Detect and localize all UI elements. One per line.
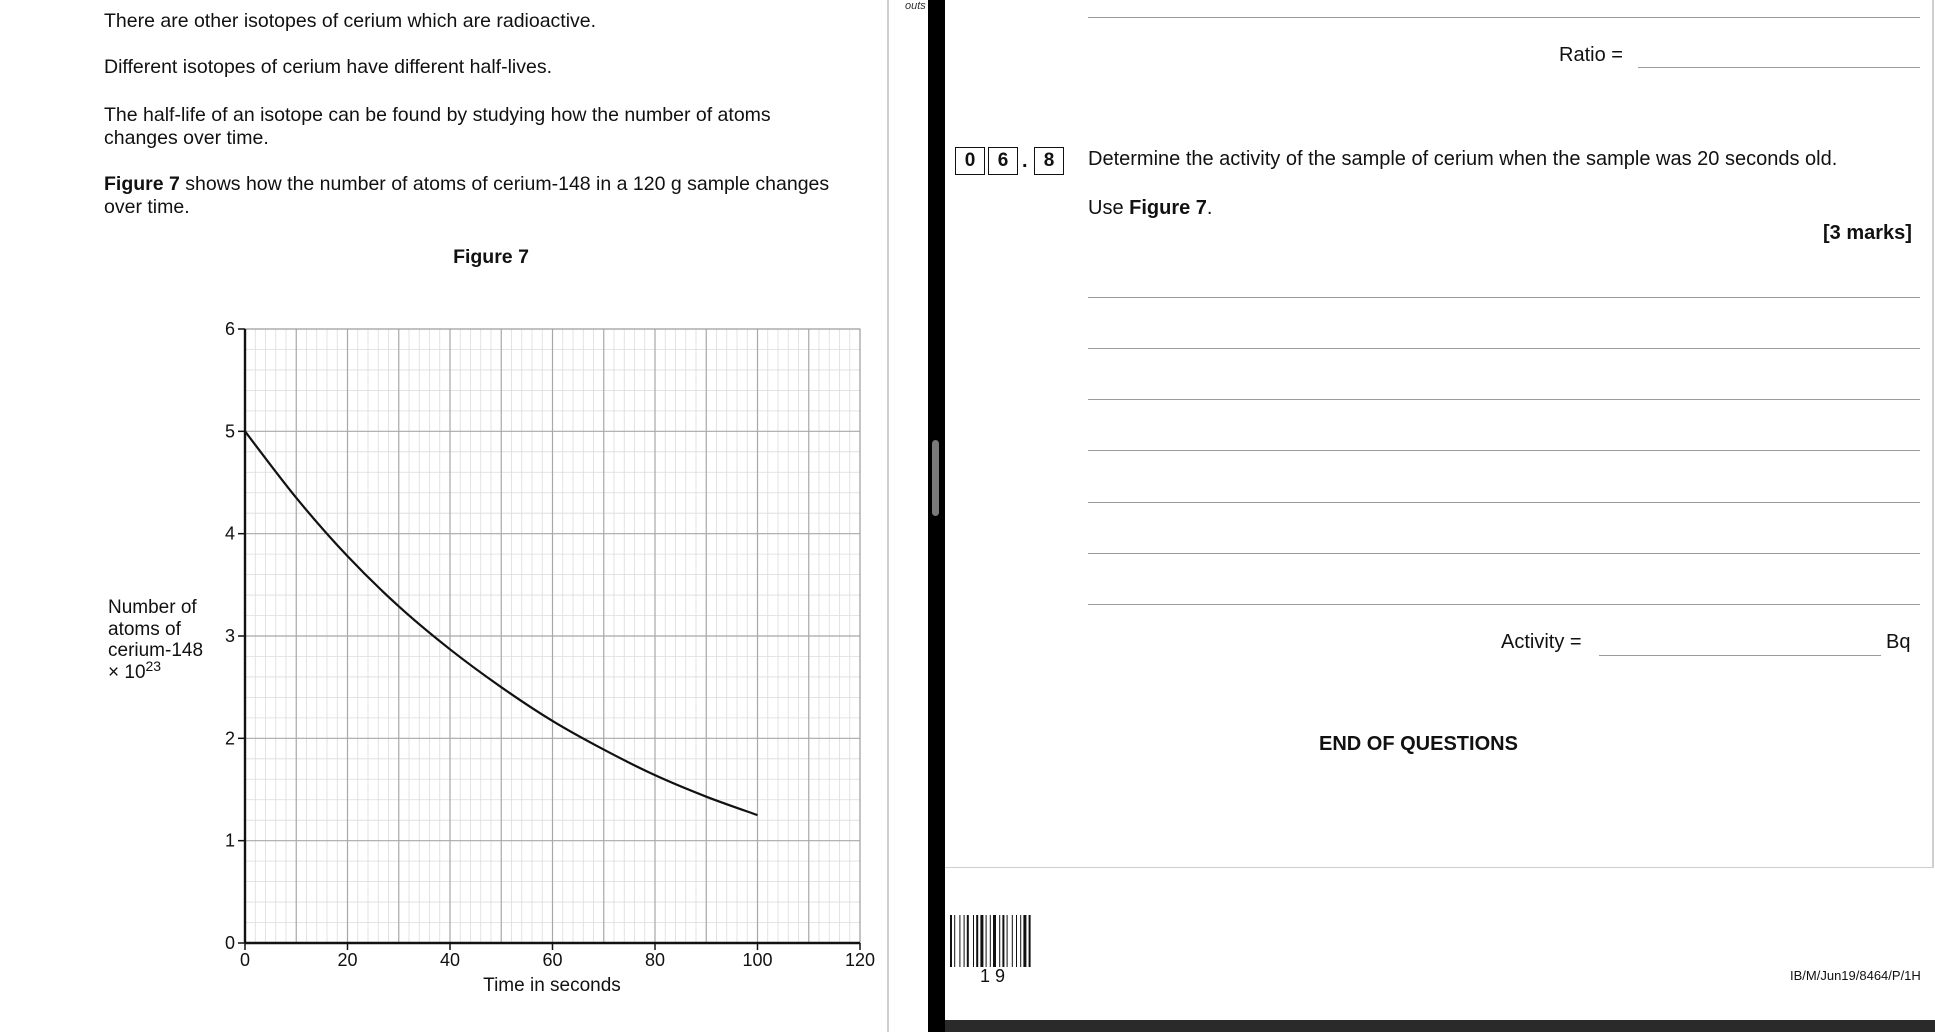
barcode-bar — [980, 915, 983, 967]
use-figure-bold: Figure 7 — [1129, 197, 1207, 219]
x-tick-label: 0 — [239, 950, 251, 970]
barcode-bar — [950, 915, 952, 967]
barcode-bar — [986, 915, 987, 967]
figure-title: Figure 7 — [453, 246, 529, 268]
question-number-dot: . — [1022, 150, 1028, 172]
figure-7-chart — [0, 0, 888, 1032]
page-number: 1 9 — [980, 966, 1006, 986]
x-tick-label: 20 — [337, 950, 358, 970]
y-axis-label-line2: atoms of — [108, 619, 181, 640]
barcode-bar — [1020, 915, 1021, 967]
x-tick-label: 60 — [542, 950, 563, 970]
answer-line[interactable] — [1088, 502, 1920, 503]
answer-line[interactable] — [1088, 348, 1920, 349]
x-tick-label: 120 — [844, 950, 876, 970]
answer-line[interactable] — [1088, 450, 1920, 451]
viewer-bottom-bar — [945, 1020, 1935, 1032]
barcode-bar — [1012, 915, 1013, 967]
viewer-gutter — [928, 0, 945, 1032]
y-axis-unit-base: × 10 — [108, 662, 146, 683]
ratio-label: Ratio = — [1559, 44, 1623, 66]
barcode-bar — [1016, 915, 1017, 967]
chart-ticks — [238, 329, 860, 950]
margin-note: outs — [905, 0, 926, 12]
page-divider — [887, 0, 889, 1032]
activity-label: Activity = — [1501, 631, 1582, 653]
y-axis-label — [108, 597, 203, 683]
barcode-bar — [964, 915, 965, 967]
y-tick-label: 2 — [224, 728, 235, 749]
barcode-bar — [990, 915, 991, 967]
answer-line[interactable] — [1088, 604, 1920, 605]
use-figure-instruction — [1088, 197, 1212, 220]
barcode-bar — [954, 915, 955, 967]
y-tick-label: 3 — [224, 626, 235, 646]
y-axis-label-unit — [108, 658, 161, 683]
page-border-right — [1932, 0, 1934, 868]
paragraph-half-life-method-line1: The half-life of an isotope can be found by studying how the number of atoms — [104, 104, 771, 126]
x-tick-label: 100 — [742, 950, 773, 970]
barcode-bar — [973, 915, 974, 967]
x-tick-label: 80 — [644, 950, 666, 970]
use-prefix: Use — [1088, 197, 1130, 219]
paragraph-figure-intro-line2: over time. — [104, 196, 190, 218]
y-tick-label: 5 — [224, 421, 235, 442]
barcode-bar — [967, 915, 969, 967]
barcode-bar — [1029, 915, 1031, 967]
answer-line — [1088, 17, 1920, 18]
barcode-bar — [976, 915, 978, 967]
answer-line[interactable] — [1088, 297, 1920, 298]
y-axis-unit-exponent: 23 — [145, 658, 162, 674]
y-tick-label: 6 — [224, 319, 235, 339]
activity-unit: Bq — [1886, 631, 1911, 653]
question-text: Determine the activity of the sample of cerium when the sample was 20 seconds old. — [1088, 148, 1838, 170]
question-number-digit-2: 6 — [988, 147, 1018, 175]
marks-label: [3 marks] — [1823, 222, 1912, 244]
paragraph-figure-intro-line1: shows how the number of atoms of cerium-148 in a 120 g sample changes — [179, 173, 830, 195]
end-of-questions: END OF QUESTIONS — [1319, 733, 1518, 755]
page-border-bottom — [945, 867, 1934, 868]
paragraph-half-lives: Different isotopes of cerium have different half-lives. — [104, 56, 553, 78]
answer-line[interactable] — [1088, 553, 1920, 554]
y-tick-label: 0 — [224, 933, 235, 953]
y-tick-label: 4 — [224, 523, 235, 544]
x-axis-label: Time in seconds — [483, 975, 621, 996]
question-number-digit-1: 0 — [955, 147, 985, 175]
figure-reference: Figure 7 — [104, 173, 180, 195]
barcode-bar — [999, 915, 1000, 967]
use-suffix: . — [1206, 197, 1213, 219]
activity-answer-line[interactable] — [1599, 655, 1881, 656]
footer-code: IB/M/Jun19/8464/P/1H — [1790, 968, 1921, 983]
ratio-answer-line[interactable] — [1638, 67, 1920, 68]
paragraph-half-life-method-line2: changes over time. — [104, 127, 269, 149]
paragraph-radioactive-isotopes: There are other isotopes of cerium which are radioactive. — [104, 10, 597, 32]
y-axis-label-line3: cerium-148 — [108, 640, 204, 661]
answer-line[interactable] — [1088, 399, 1920, 400]
question-number-digit-3: 8 — [1034, 147, 1064, 175]
barcode-bar — [959, 915, 960, 967]
barcode — [950, 915, 1058, 967]
barcode-bar — [1002, 915, 1004, 967]
chart-tick-labels — [225, 319, 875, 970]
barcode-bar — [1023, 915, 1026, 967]
x-tick-label: 40 — [439, 950, 461, 970]
barcode-bar — [1007, 915, 1008, 967]
scrollbar-thumb[interactable] — [932, 440, 939, 516]
y-axis-label-line1: Number of — [108, 597, 197, 618]
y-tick-label: 1 — [224, 830, 235, 851]
barcode-bar — [993, 915, 996, 967]
